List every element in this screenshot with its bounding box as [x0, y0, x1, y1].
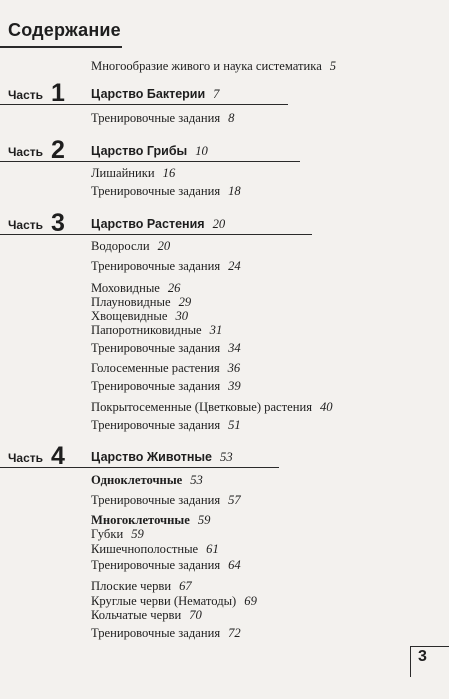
entry-text: Плауновидные 29	[91, 295, 192, 309]
part-heading-2	[0, 136, 300, 164]
entry-text: Круглые черви (Нематоды) 69	[91, 594, 257, 608]
entry-page: 5	[329, 59, 337, 73]
part-title: Царство Грибы 10	[91, 144, 208, 158]
entry-text: Одноклеточные 53	[91, 473, 203, 487]
entry-text: Тренировочные задания 64	[91, 558, 241, 572]
entry-page: 18	[228, 184, 241, 198]
page-number-frame	[410, 646, 449, 677]
entry-page: 59	[197, 513, 211, 527]
entry-page: 34	[228, 341, 241, 355]
entry-text: Тренировочные задания 39	[91, 379, 241, 393]
part-page: 20	[212, 217, 226, 231]
entry-page: 30	[175, 309, 189, 323]
entry-text: Кишечнополостные 61	[91, 542, 219, 556]
entry-page: 61	[206, 542, 219, 556]
entry-text: Губки 59	[91, 527, 144, 541]
entry-text: Покрытосеменные (Цветковые) растения 40	[91, 400, 333, 414]
entry-text: Хвощевидные 30	[91, 309, 189, 323]
part-rule	[0, 234, 312, 235]
entry-page: 8	[228, 111, 235, 125]
entry-page: 36	[227, 361, 241, 375]
page-number: 3	[418, 648, 427, 665]
part-rule	[0, 104, 288, 105]
entry-page: 24	[228, 259, 241, 273]
page-title: Содержание	[8, 20, 121, 40]
entry-page: 59	[131, 527, 144, 541]
part-word: Часть	[8, 218, 44, 232]
part-page: 10	[195, 144, 208, 158]
entry-text: Тренировочные задания 51	[91, 418, 241, 432]
part-number: 1	[51, 79, 65, 107]
part-page: 53	[220, 450, 233, 464]
entry-page: 20	[157, 239, 171, 253]
entry-page: 16	[162, 166, 176, 180]
title-underline	[0, 46, 122, 48]
part-title: Царство Растения 20	[91, 217, 226, 231]
part-title: Царство Животные 53	[91, 450, 233, 464]
entry-page: 29	[178, 295, 192, 309]
part-rule	[0, 161, 300, 162]
part-word: Часть	[8, 451, 44, 465]
entry-text: Водоросли 20	[91, 239, 171, 253]
entry-text: Тренировочные задания 24	[91, 259, 241, 273]
entry-text: Многоклеточные 59	[91, 513, 211, 527]
entry-text: Тренировочные задания 8	[91, 111, 235, 125]
entry-page: 40	[320, 400, 333, 414]
entry-page: 53	[190, 473, 203, 487]
part-number: 3	[51, 209, 65, 237]
entry-text: Тренировочные задания 72	[91, 626, 241, 640]
entry-text: Голосеменные растения 36	[91, 361, 241, 375]
part-page: 7	[213, 87, 220, 101]
entry-page: 64	[228, 558, 241, 572]
part-word: Часть	[8, 88, 44, 102]
entry-text: Плоские черви 67	[91, 579, 192, 593]
entry-page: 67	[179, 579, 192, 593]
part-number: 2	[51, 136, 65, 164]
entry-text: Кольчатые черви 70	[91, 608, 202, 622]
entry-page: 51	[228, 418, 241, 432]
entry-text: Моховидные 26	[91, 281, 181, 295]
entry-text: Лишайники 16	[91, 166, 176, 180]
part-title: Царство Бактерии 7	[91, 87, 220, 101]
part-word: Часть	[8, 145, 44, 159]
part-heading-3	[0, 209, 312, 237]
entry-page: 26	[167, 281, 181, 295]
entry-text: Многообразие живого и наука систематика 5	[91, 59, 337, 73]
entry-page: 39	[228, 379, 241, 393]
entry-page: 70	[189, 608, 202, 622]
entry-page: 57	[228, 493, 241, 507]
part-number: 4	[51, 442, 65, 470]
part-rule	[0, 467, 279, 468]
part-heading-4	[0, 442, 279, 470]
part-heading-1	[0, 79, 288, 107]
entry-text: Тренировочные задания 18	[91, 184, 241, 198]
entry-text: Папоротниковидные 31	[91, 323, 223, 337]
entry-text: Тренировочные задания 34	[91, 341, 241, 355]
entry-page: 69	[244, 594, 257, 608]
entry-page: 72	[228, 626, 241, 640]
entry-page: 31	[209, 323, 223, 337]
entry-text: Тренировочные задания 57	[91, 493, 241, 507]
